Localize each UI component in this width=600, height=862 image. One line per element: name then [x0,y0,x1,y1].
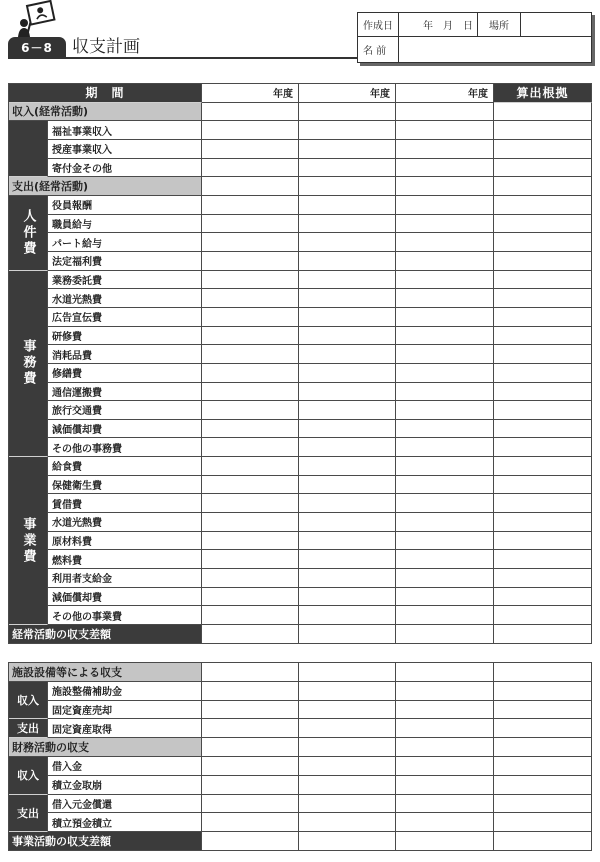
fiscal-year-amount-cell [299,588,396,607]
net-balance-label: 経常活動の収支差額 [9,625,202,644]
line-item-label: その他の事業費 [48,606,202,625]
fiscal-year-amount-cell [202,252,299,271]
category-label-text: 事務費 [20,339,36,388]
fiscal-year-amount-cell [202,757,299,776]
fiscal-year-amount-cell [396,550,494,569]
calculation-basis-cell [494,663,592,682]
calculation-basis-cell [494,457,592,476]
line-item-label: 水道光熱費 [48,513,202,532]
fiscal-year-amount-cell [299,476,396,495]
fiscal-year-amount-cell [299,271,396,290]
category-label [9,719,48,738]
calculation-basis-header: 算出根拠 [494,84,592,103]
fiscal-year-amount-cell [202,588,299,607]
created-date-field [399,13,478,37]
fiscal-year-amount-cell [202,738,299,757]
section-header: 施設設備等による収支 [9,663,202,682]
calculation-basis-cell [494,569,592,588]
category-label-text: 支出 [17,722,39,736]
fiscal-year-amount-cell [396,625,494,644]
fiscal-year-amount-cell [299,438,396,457]
calculation-basis-cell [494,103,592,122]
fiscal-year-amount-cell [202,532,299,551]
fiscal-year-amount-cell [202,719,299,738]
fiscal-year-amount-cell [202,289,299,308]
fiscal-year-amount-cell [202,327,299,346]
fiscal-year-amount-cell [202,682,299,701]
calculation-basis-cell [494,606,592,625]
fiscal-year-amount-cell [299,233,396,252]
calculation-basis-cell [494,776,592,795]
name-field [399,37,591,62]
fiscal-year-amount-cell [396,271,494,290]
fiscal-year-amount-cell [202,401,299,420]
calculation-basis-cell [494,345,592,364]
calculation-basis-cell [494,364,592,383]
place-field [521,13,591,37]
fiscal-year-amount-cell [299,625,396,644]
line-item-label: 通信運搬費 [48,383,202,402]
fiscal-year-amount-cell [202,364,299,383]
fiscal-year-amount-cell [202,121,299,140]
fiscal-year-amount-cell [396,588,494,607]
fiscal-year-amount-cell [202,476,299,495]
fiscal-year-amount-cell [299,364,396,383]
fiscal-year-amount-cell [202,345,299,364]
fiscal-year-amount-cell [299,719,396,738]
calculation-basis-cell [494,832,592,851]
fiscal-year-amount-cell [396,813,494,832]
fiscal-year-amount-cell [202,159,299,178]
category-label-text: 収入 [17,769,39,783]
fiscal-year-amount-cell [299,383,396,402]
fiscal-year-amount-cell [396,476,494,495]
operating-activities-table [8,83,592,644]
fiscal-year-amount-cell [396,457,494,476]
calculation-basis-cell [494,271,592,290]
fiscal-year-amount-cell [396,215,494,234]
category-label [9,682,48,720]
fiscal-year-amount-cell [396,103,494,122]
fiscal-year-amount-cell [299,252,396,271]
fiscal-year-amount-cell [202,494,299,513]
category-label [9,795,48,833]
calculation-basis-cell [494,308,592,327]
fiscal-year-amount-cell [396,532,494,551]
fiscal-year-amount-cell [396,289,494,308]
fiscal-year-amount-cell [396,364,494,383]
calculation-basis-cell [494,513,592,532]
line-item-label: 業務委託費 [48,271,202,290]
calculation-basis-cell [494,383,592,402]
line-item-label: 燃料費 [48,550,202,569]
fiscal-year-amount-cell [202,606,299,625]
calculation-basis-cell [494,795,592,814]
line-item-label: 減価償却費 [48,420,202,439]
calculation-basis-cell [494,233,592,252]
period-header: 期 間 [9,84,202,103]
fiscal-year-amount-cell [202,233,299,252]
calculation-basis-cell [494,438,592,457]
fiscal-year-amount-cell [299,420,396,439]
calculation-basis-cell [494,738,592,757]
calculation-basis-cell [494,532,592,551]
fiscal-year-amount-cell [299,196,396,215]
calculation-basis-cell [494,401,592,420]
line-item-label: 積立金取崩 [48,776,202,795]
name-label: 名 前 [358,37,399,62]
date-units: 年 月 日 [423,21,473,32]
place-label: 場所 [478,13,521,37]
fiscal-year-amount-cell [202,420,299,439]
fiscal-year-amount-cell [396,776,494,795]
fiscal-year-amount-cell [396,494,494,513]
fiscal-year-amount-cell [299,532,396,551]
fiscal-year-amount-cell [299,776,396,795]
fiscal-year-amount-cell [396,719,494,738]
line-item-label: 研修費 [48,327,202,346]
fiscal-year-amount-cell [202,813,299,832]
calculation-basis-cell [494,757,592,776]
calculation-basis-cell [494,494,592,513]
fiscal-year-amount-cell [396,438,494,457]
line-item-label: 広告宣伝費 [48,308,202,327]
fiscal-year-amount-cell [202,701,299,720]
section-number-tab: 6－8 [8,37,66,58]
fiscal-year-amount-cell [396,308,494,327]
calculation-basis-cell [494,719,592,738]
fiscal-year-amount-cell [299,308,396,327]
fiscal-year-amount-cell [202,550,299,569]
fiscal-year-amount-cell [396,701,494,720]
line-item-label: 借入金 [48,757,202,776]
fiscal-year-amount-cell [299,663,396,682]
fiscal-year-amount-cell [396,140,494,159]
fiscal-year-amount-cell [202,663,299,682]
fiscal-year-amount-cell [299,215,396,234]
category-label [9,271,48,458]
fiscal-year-amount-cell [299,103,396,122]
category-label-text: 事業費 [20,516,36,565]
fiscal-year-amount-cell [396,757,494,776]
fiscal-year-amount-cell [396,196,494,215]
fiscal-year-amount-cell [202,103,299,122]
line-item-label: 利用者支給金 [48,569,202,588]
calculation-basis-cell [494,289,592,308]
calculation-basis-cell [494,121,592,140]
line-item-label: 積立預金積立 [48,813,202,832]
fiscal-year-amount-cell [396,121,494,140]
fiscal-year-amount-cell [396,420,494,439]
category-label [9,196,48,271]
calculation-basis-cell [494,159,592,178]
line-item-label: 法定福利費 [48,252,202,271]
fiscal-year-amount-cell [202,457,299,476]
section-header: 支出(経常活動) [9,177,202,196]
line-item-label: 職員給与 [48,215,202,234]
fiscal-year-amount-cell [396,795,494,814]
line-item-label: 消耗品費 [48,345,202,364]
fiscal-year-amount-cell [299,832,396,851]
line-item-label: 福祉事業収入 [48,121,202,140]
investing-financing-table [8,662,592,851]
fiscal-year-amount-cell [202,438,299,457]
created-date-label: 作成日 [358,13,399,37]
line-item-label: 原材料費 [48,532,202,551]
fiscal-year-amount-cell [396,401,494,420]
line-item-label: 保健衛生費 [48,476,202,495]
fiscal-year-amount-cell [299,682,396,701]
fiscal-year-amount-cell [299,121,396,140]
fiscal-year-amount-cell [202,140,299,159]
category-label-text: 人件費 [20,208,36,257]
fiscal-year-header: 年度 [299,84,396,103]
fiscal-year-amount-cell [299,701,396,720]
section-header: 収入(経常活動) [9,103,202,122]
fiscal-year-amount-cell [299,550,396,569]
category-label-text: 収入 [17,694,39,708]
fiscal-year-amount-cell [396,606,494,625]
line-item-label: 賃借費 [48,494,202,513]
calculation-basis-cell [494,140,592,159]
fiscal-year-amount-cell [202,383,299,402]
calculation-basis-cell [494,682,592,701]
fiscal-year-amount-cell [396,345,494,364]
fiscal-year-amount-cell [299,457,396,476]
line-item-label: 施設整備補助金 [48,682,202,701]
fiscal-year-amount-cell [202,832,299,851]
fiscal-year-amount-cell [299,757,396,776]
fiscal-year-amount-cell [202,215,299,234]
title-underline [8,57,357,59]
fiscal-year-amount-cell [299,738,396,757]
fiscal-year-amount-cell [202,795,299,814]
fiscal-year-amount-cell [396,327,494,346]
fiscal-year-amount-cell [202,569,299,588]
calculation-basis-cell [494,215,592,234]
calculation-basis-cell [494,588,592,607]
fiscal-year-amount-cell [299,177,396,196]
line-item-label: 給食費 [48,457,202,476]
fiscal-year-amount-cell [396,738,494,757]
fiscal-year-amount-cell [396,252,494,271]
fiscal-year-amount-cell [202,196,299,215]
calculation-basis-cell [494,476,592,495]
fiscal-year-header: 年度 [202,84,299,103]
calculation-basis-cell [494,420,592,439]
calculation-basis-cell [494,550,592,569]
line-item-label: 役員報酬 [48,196,202,215]
net-balance-label: 事業活動の収支差額 [9,832,202,851]
calculation-basis-cell [494,327,592,346]
fiscal-year-amount-cell [202,625,299,644]
fiscal-year-amount-cell [396,233,494,252]
info-box [357,12,592,63]
fiscal-year-amount-cell [396,159,494,178]
fiscal-year-amount-cell [299,813,396,832]
line-item-label: 授産事業収入 [48,140,202,159]
line-item-label: その他の事務費 [48,438,202,457]
line-item-label: 水道光熱費 [48,289,202,308]
line-item-label: 減価償却費 [48,588,202,607]
category-label [9,121,48,177]
fiscal-year-amount-cell [299,345,396,364]
line-item-label: 旅行交通費 [48,401,202,420]
section-header: 財務活動の収支 [9,738,202,757]
fiscal-year-amount-cell [202,177,299,196]
fiscal-year-amount-cell [299,159,396,178]
calculation-basis-cell [494,252,592,271]
calculation-basis-cell [494,177,592,196]
calculation-basis-cell [494,813,592,832]
fiscal-year-amount-cell [396,832,494,851]
fiscal-year-amount-cell [202,513,299,532]
presenter-icon [16,0,58,38]
calculation-basis-cell [494,701,592,720]
fiscal-year-amount-cell [299,606,396,625]
fiscal-year-amount-cell [299,795,396,814]
fiscal-year-amount-cell [202,776,299,795]
fiscal-year-amount-cell [396,663,494,682]
fiscal-year-amount-cell [396,513,494,532]
page-title: 収支計画 [72,37,140,57]
fiscal-year-amount-cell [299,401,396,420]
fiscal-year-amount-cell [396,383,494,402]
fiscal-year-amount-cell [202,271,299,290]
fiscal-year-amount-cell [299,494,396,513]
fiscal-year-amount-cell [299,327,396,346]
calculation-basis-cell [494,625,592,644]
calculation-basis-cell [494,196,592,215]
line-item-label: 寄付金その他 [48,159,202,178]
category-label-text: 支出 [17,806,39,820]
line-item-label: 固定資産売却 [48,701,202,720]
line-item-label: 固定資産取得 [48,719,202,738]
line-item-label: 修繕費 [48,364,202,383]
fiscal-year-amount-cell [299,569,396,588]
fiscal-year-amount-cell [299,513,396,532]
fiscal-year-amount-cell [299,289,396,308]
fiscal-year-amount-cell [202,308,299,327]
fiscal-year-amount-cell [299,140,396,159]
line-item-label: 借入元金償還 [48,795,202,814]
fiscal-year-amount-cell [396,682,494,701]
fiscal-year-amount-cell [396,569,494,588]
line-item-label: パート給与 [48,233,202,252]
category-label [9,757,48,795]
fiscal-year-amount-cell [396,177,494,196]
fiscal-year-header: 年度 [396,84,494,103]
category-label [9,457,48,625]
